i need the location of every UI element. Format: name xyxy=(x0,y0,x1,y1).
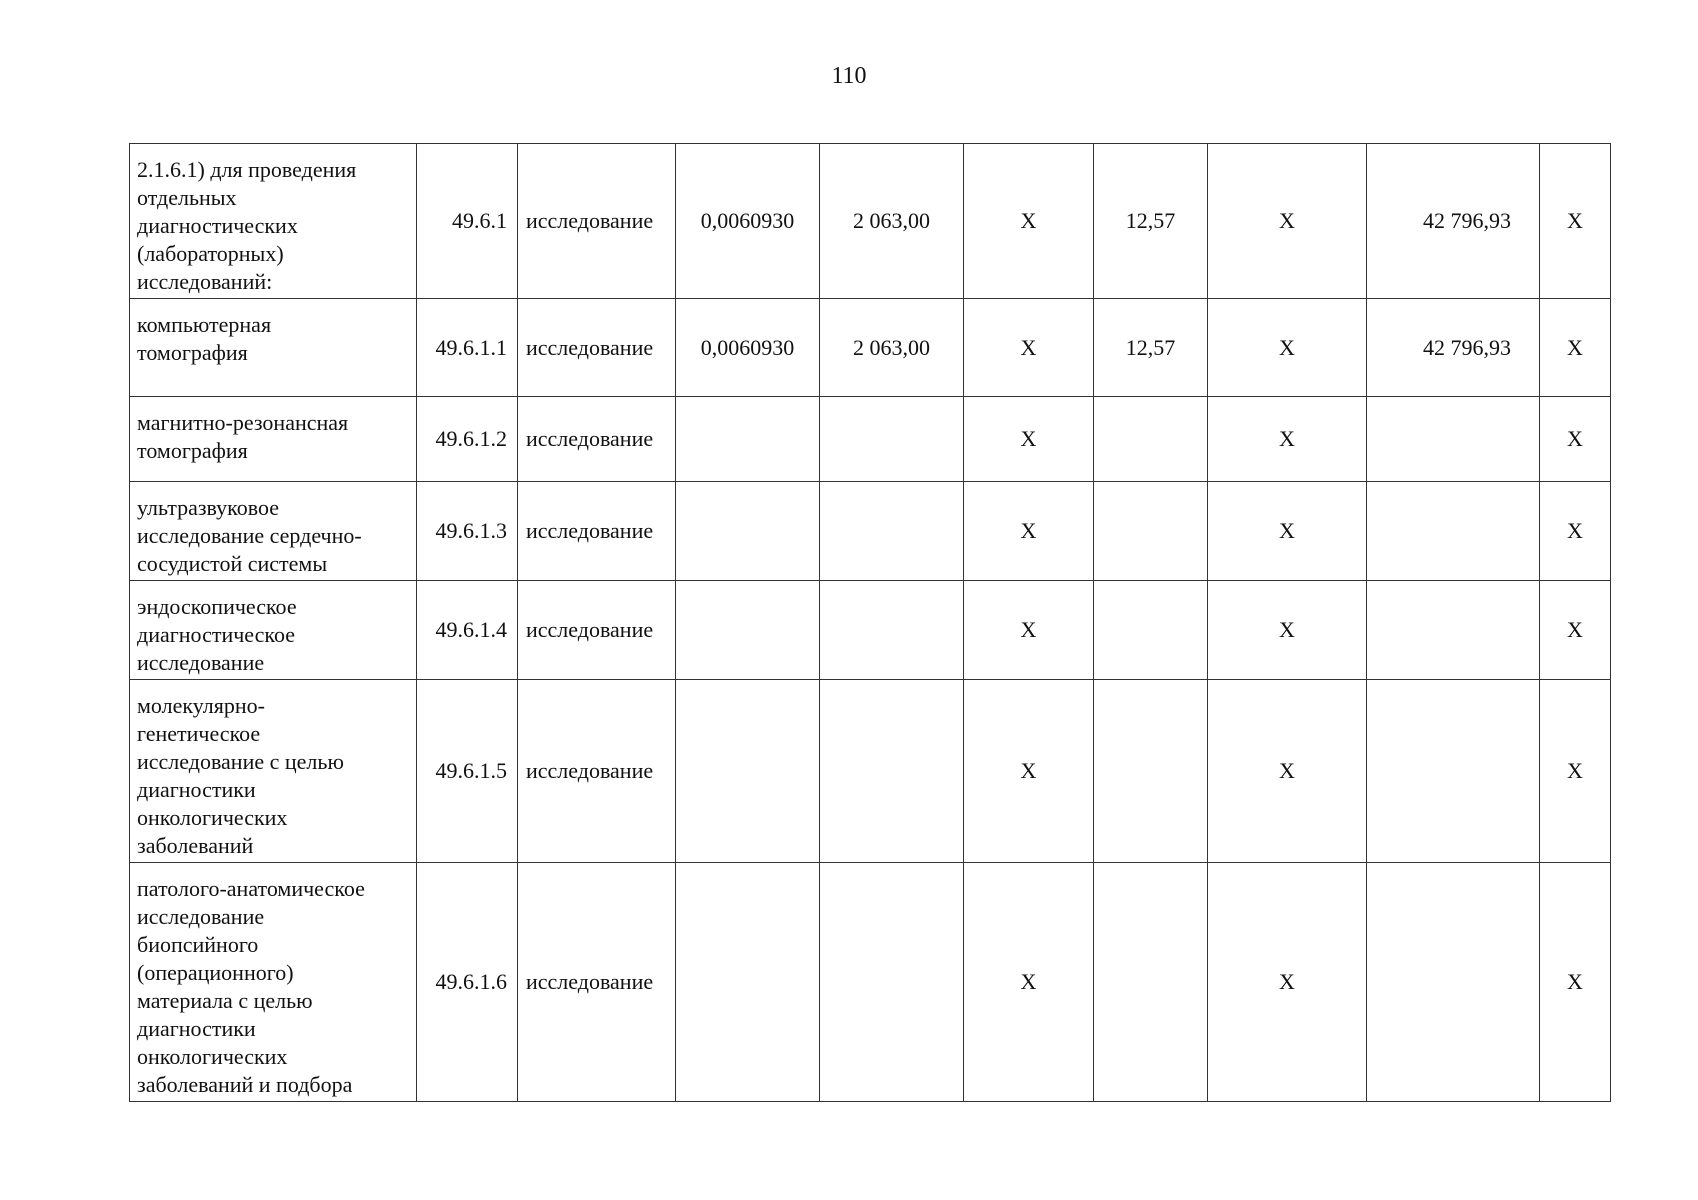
cell-x: X xyxy=(964,581,1094,680)
description-line: патолого-анатомическое xyxy=(137,876,365,901)
cell-x: X xyxy=(1208,482,1367,581)
cell-x: X xyxy=(1540,144,1611,299)
row-code: 49.6.1.5 xyxy=(417,680,518,863)
description-line: исследований: xyxy=(137,269,273,294)
unit-of-measure: исследование xyxy=(518,863,676,1102)
row-code: 49.6.1.2 xyxy=(417,397,518,482)
description-line: (операционного) xyxy=(137,960,294,985)
table-row xyxy=(130,581,1611,680)
cell-x: X xyxy=(1540,397,1611,482)
row-code: 49.6.1.6 xyxy=(417,863,518,1102)
unit-cost xyxy=(820,680,964,863)
cell-x: X xyxy=(1208,397,1367,482)
cell-x: X xyxy=(1208,863,1367,1102)
description-line: биопсийного xyxy=(137,932,259,957)
unit-cost xyxy=(820,397,964,482)
cell-x: X xyxy=(964,680,1094,863)
cell-x: X xyxy=(964,299,1094,397)
service-description xyxy=(130,863,417,1102)
description-line: томография xyxy=(137,340,248,365)
row-code: 49.6.1.1 xyxy=(417,299,518,397)
service-description xyxy=(130,299,417,397)
service-description xyxy=(130,482,417,581)
description-line: диагностическое xyxy=(137,622,295,647)
volume-per-person xyxy=(676,680,820,863)
description-line: онкологических xyxy=(137,805,288,830)
cell-x: X xyxy=(964,144,1094,299)
description-line: эндоскопическое xyxy=(137,594,297,619)
service-description xyxy=(130,581,417,680)
per-capita-value xyxy=(1094,581,1208,680)
unit-of-measure: исследование xyxy=(518,144,676,299)
cell-x: X xyxy=(1540,680,1611,863)
per-capita-value xyxy=(1094,482,1208,581)
description-line: (лабораторных) xyxy=(137,241,284,266)
row-code: 49.6.1 xyxy=(417,144,518,299)
per-capita-value: 12,57 xyxy=(1094,299,1208,397)
total-value xyxy=(1367,581,1540,680)
volume-per-person: 0,0060930 xyxy=(676,144,820,299)
description-line: сосудистой системы xyxy=(137,551,328,576)
table-row xyxy=(130,144,1611,299)
description-line: генетическое xyxy=(137,721,261,746)
page-number: 110 xyxy=(831,63,867,89)
description-line: исследование xyxy=(137,650,265,675)
cell-x: X xyxy=(1208,680,1367,863)
unit-cost xyxy=(820,863,964,1102)
description-line: магнитно-резонансная xyxy=(137,410,349,435)
unit-cost xyxy=(820,482,964,581)
service-description xyxy=(130,680,417,863)
description-line: исследование с целью xyxy=(137,749,344,774)
unit-of-measure: исследование xyxy=(518,397,676,482)
description-line: заболеваний и подбора xyxy=(137,1072,353,1097)
unit-cost xyxy=(820,581,964,680)
cell-x: X xyxy=(964,482,1094,581)
unit-of-measure: исследование xyxy=(518,581,676,680)
total-value xyxy=(1367,397,1540,482)
per-capita-value xyxy=(1094,863,1208,1102)
cell-x: X xyxy=(1540,581,1611,680)
cell-x: X xyxy=(1208,299,1367,397)
per-capita-value xyxy=(1094,397,1208,482)
description-line: отдельных xyxy=(137,185,237,210)
total-value: 42 796,93 xyxy=(1367,144,1540,299)
unit-of-measure: исследование xyxy=(518,299,676,397)
cell-x: X xyxy=(1208,144,1367,299)
unit-of-measure: исследование xyxy=(518,482,676,581)
description-line: ультразвуковое xyxy=(137,495,280,520)
description-line: заболеваний xyxy=(137,833,254,858)
description-line: диагностических xyxy=(137,213,298,238)
cell-x: X xyxy=(1540,863,1611,1102)
cell-x: X xyxy=(1208,581,1367,680)
cell-x: X xyxy=(1540,482,1611,581)
total-value xyxy=(1367,863,1540,1102)
description-line: компьютерная xyxy=(137,312,272,337)
service-description xyxy=(130,397,417,482)
volume-per-person xyxy=(676,482,820,581)
table-row xyxy=(130,299,1611,397)
description-line: томография xyxy=(137,438,248,463)
table-row xyxy=(130,482,1611,581)
unit-cost: 2 063,00 xyxy=(820,299,964,397)
service-description xyxy=(130,144,417,299)
unit-cost: 2 063,00 xyxy=(820,144,964,299)
volume-per-person xyxy=(676,863,820,1102)
tariff-table xyxy=(129,143,1611,1102)
total-value xyxy=(1367,680,1540,863)
unit-of-measure: исследование xyxy=(518,680,676,863)
description-line: исследование xyxy=(137,904,265,929)
per-capita-value xyxy=(1094,680,1208,863)
table-row xyxy=(130,863,1611,1102)
cell-x: X xyxy=(964,397,1094,482)
row-code: 49.6.1.4 xyxy=(417,581,518,680)
table-row xyxy=(130,680,1611,863)
description-line: онкологических xyxy=(137,1044,288,1069)
table-row xyxy=(130,397,1611,482)
description-line: диагностики xyxy=(137,1016,256,1041)
description-line: материала с целью xyxy=(137,988,313,1013)
row-code: 49.6.1.3 xyxy=(417,482,518,581)
description-line: диагностики xyxy=(137,777,256,802)
description-line: исследование сердечно- xyxy=(137,523,362,548)
table-body xyxy=(130,144,1611,1102)
volume-per-person xyxy=(676,397,820,482)
description-line: молекулярно- xyxy=(137,693,265,718)
cell-x: X xyxy=(964,863,1094,1102)
total-value: 42 796,93 xyxy=(1367,299,1540,397)
total-value xyxy=(1367,482,1540,581)
cell-x: X xyxy=(1540,299,1611,397)
volume-per-person: 0,0060930 xyxy=(676,299,820,397)
volume-per-person xyxy=(676,581,820,680)
description-line: 2.1.6.1) для проведения xyxy=(137,157,357,182)
per-capita-value: 12,57 xyxy=(1094,144,1208,299)
